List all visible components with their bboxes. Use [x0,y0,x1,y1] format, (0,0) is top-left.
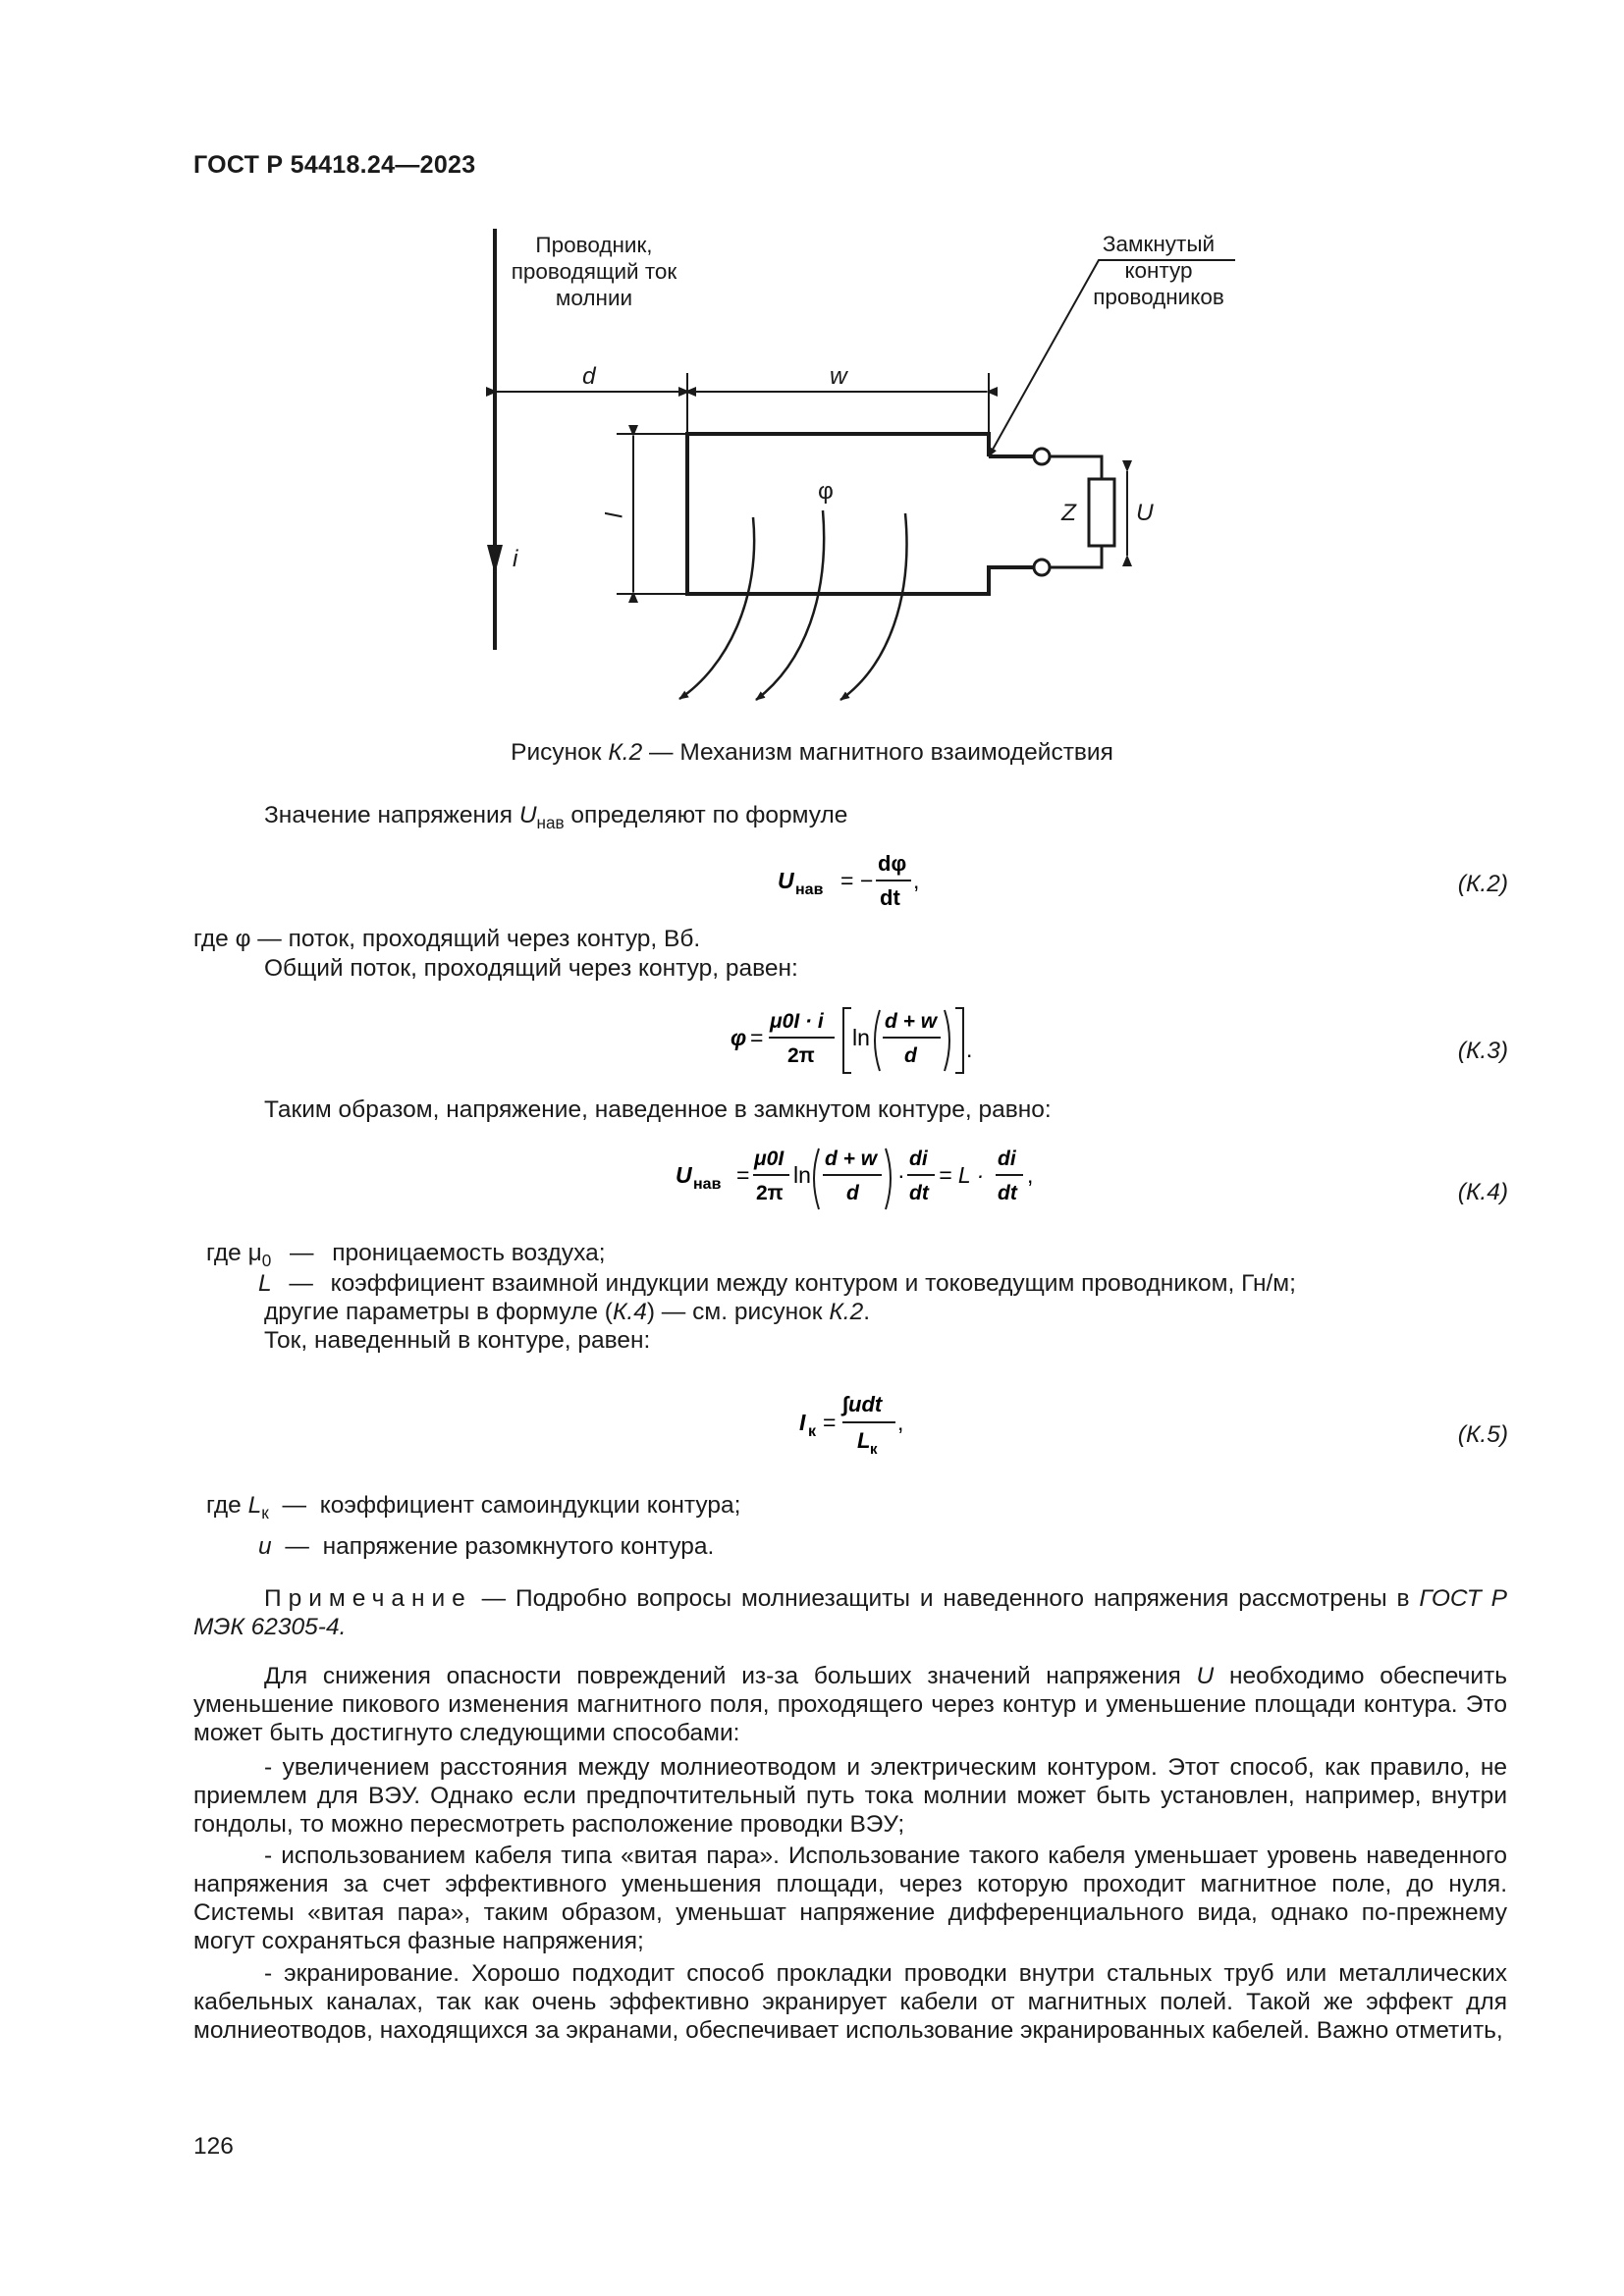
where-phi: где φ — поток, проходящий через контур, Вб. [193,926,701,952]
closed-loop [687,434,1034,594]
k4-num: μ0I [754,1148,785,1170]
k5-den-sub: к [870,1441,878,1458]
label-phi: φ [818,478,834,505]
flux-lines [679,510,906,700]
formula-K2 [776,846,952,915]
terminal-bottom [1034,560,1050,575]
where-mu0: где $\mu_0$ — проницаемость воздуха; [206,1240,606,1270]
k4-tail: , [1027,1162,1034,1188]
paragraph-total-flux: Общий поток, проходящий через контур, равен: [264,955,798,982]
paragraph-induced-current: Ток, наведенный в контуре, равен: [264,1327,651,1354]
k5-lhs-sub: к [808,1423,817,1440]
equation-number-K3: (К.3) [1457,1038,1508,1064]
k3-eq: = [750,1025,764,1050]
k4-eq: = [736,1162,750,1188]
k3-ln: ln [852,1025,870,1050]
k2-minus: − [860,868,874,893]
k2-lhs: U [778,868,794,893]
k2-num: dφ [878,851,907,876]
where-Lk: где $L_к$ — коэффициент самоиндукции контура; [206,1492,741,1522]
k5-num: ∫udt [842,1392,883,1416]
k3-den: 2π [787,1044,815,1067]
k3-lhs: φ [731,1025,747,1050]
list-item-twisted-pair: - использованием кабеля типа «витая пара». Использование такого кабеля уменьшает уровень наведенного напряжения за счет эффективного уменьшения площади, через которую проходит магнитное поле, до нуля. Системы «витая пара», таким образом, уменьшат напряжение дифференциального вида, однако по-прежнему могут сохраняться фазные напряжения; [193,1842,1507,1954]
k2-lhs-sub: нав [795,881,824,898]
formula-K3 [727,996,992,1085]
formula-K4 [674,1139,1066,1217]
equation-number-K5: (К.5) [1457,1421,1508,1448]
k4-eq2: = L · [939,1162,985,1188]
k4-mid-num: di [909,1148,928,1170]
k5-lhs: I [799,1410,806,1435]
label-closed-loop: Замкнутый контур проводников [1093,232,1224,309]
list-item-distance: - увеличением расстояния между молниеотводом и электрическим контуром. Этот способ, как правило, не приемлем для ВЭУ. Однако если предпочтительный путь тока молнии может быть установлен, например, внутри гондолы, то можно пересмотреть расположение проводки ВЭУ; [193,1754,1507,1838]
k3-num: μ0I · i [770,1010,824,1033]
equation-number-K4: (К.4) [1457,1179,1508,1205]
document-header: ГОСТ Р 54418.24—2023 [193,151,476,179]
figure-magnetic-interaction [0,0,1624,746]
k3-inner-den: d [904,1044,917,1067]
paragraph-reduction-measures: Для снижения опасности повреждений из-за больших значений напряжения U необходимо обеспечить уменьшение пикового изменения магнитного поля, проходящего через контур и уменьшение площади контура. Это может быть достигнуто следующими способами: [193,1663,1508,1746]
k4-inner-den: d [846,1182,859,1204]
k4-den: 2π [756,1182,784,1204]
k2-eq: = [840,868,854,893]
label-conductor: Проводник, проводящий ток молнии [511,233,677,310]
terminal-top [1034,449,1050,464]
equation-number-K2: (К.2) [1457,871,1508,897]
paragraph-induced-voltage: Таким образом, напряжение, наведенное в замкнутом контуре, равно: [264,1096,1052,1123]
impedance-Z [1089,479,1114,546]
k5-eq: = [823,1410,837,1435]
label-i: i [513,546,518,572]
figure-caption: Рисунок К.2 — Механизм магнитного взаимодействия [511,739,1113,766]
paragraph-voltage-intro: Значение напряжения $U_{нав}$ определяют по формуле [264,802,848,832]
page-number: 126 [193,2133,234,2160]
formula-K5 [791,1379,919,1468]
k5-tail: , [897,1410,904,1435]
k4-lhs: U [676,1162,692,1188]
k4-end-den: dt [998,1182,1017,1204]
k4-mid-den: dt [909,1182,929,1204]
k4-inner-num: d + w [825,1148,878,1170]
label-w: w [830,363,847,390]
list-item-shielding: - экранирование. Хорошо подходит способ прокладки проводки внутри стальных труб или металлических кабельных каналах, так как очень эффективно экранирует кабели от магнитных полей. Такой же эффект для молниеотводов, находящихся за экранами, обеспечивает использование экранированных кабелей. Важно отметить, [193,1960,1507,2044]
label-Z: Z [1061,500,1076,526]
other-parameters-note: другие параметры в формуле (К.4) — см. рисунок К.2. [264,1299,871,1325]
k4-end-num: di [998,1148,1016,1170]
label-U: U [1136,500,1154,526]
k4-ln: ln [793,1162,811,1188]
k5-den: L [857,1428,871,1453]
k3-tail: . [966,1037,973,1062]
where-L: L — коэффициент взаимной индукции между контуром и токоведущим проводником, Гн/м; [258,1270,1296,1297]
note: Примечание — Подробно вопросы молниезащиты и наведенного напряжения рассмотрены в ГОСТ Р МЭК 62305-4. [193,1585,1507,1640]
svg-text:·: · [897,1162,905,1188]
where-u: u — напряжение разомкнутого контура. [258,1533,715,1560]
k2-den: dt [880,885,900,910]
k3-inner-num: d + w [885,1010,938,1033]
label-d: d [582,363,596,390]
k4-lhs-sub: нав [693,1176,722,1193]
k2-tail: , [913,868,920,893]
label-l: l [601,512,628,518]
